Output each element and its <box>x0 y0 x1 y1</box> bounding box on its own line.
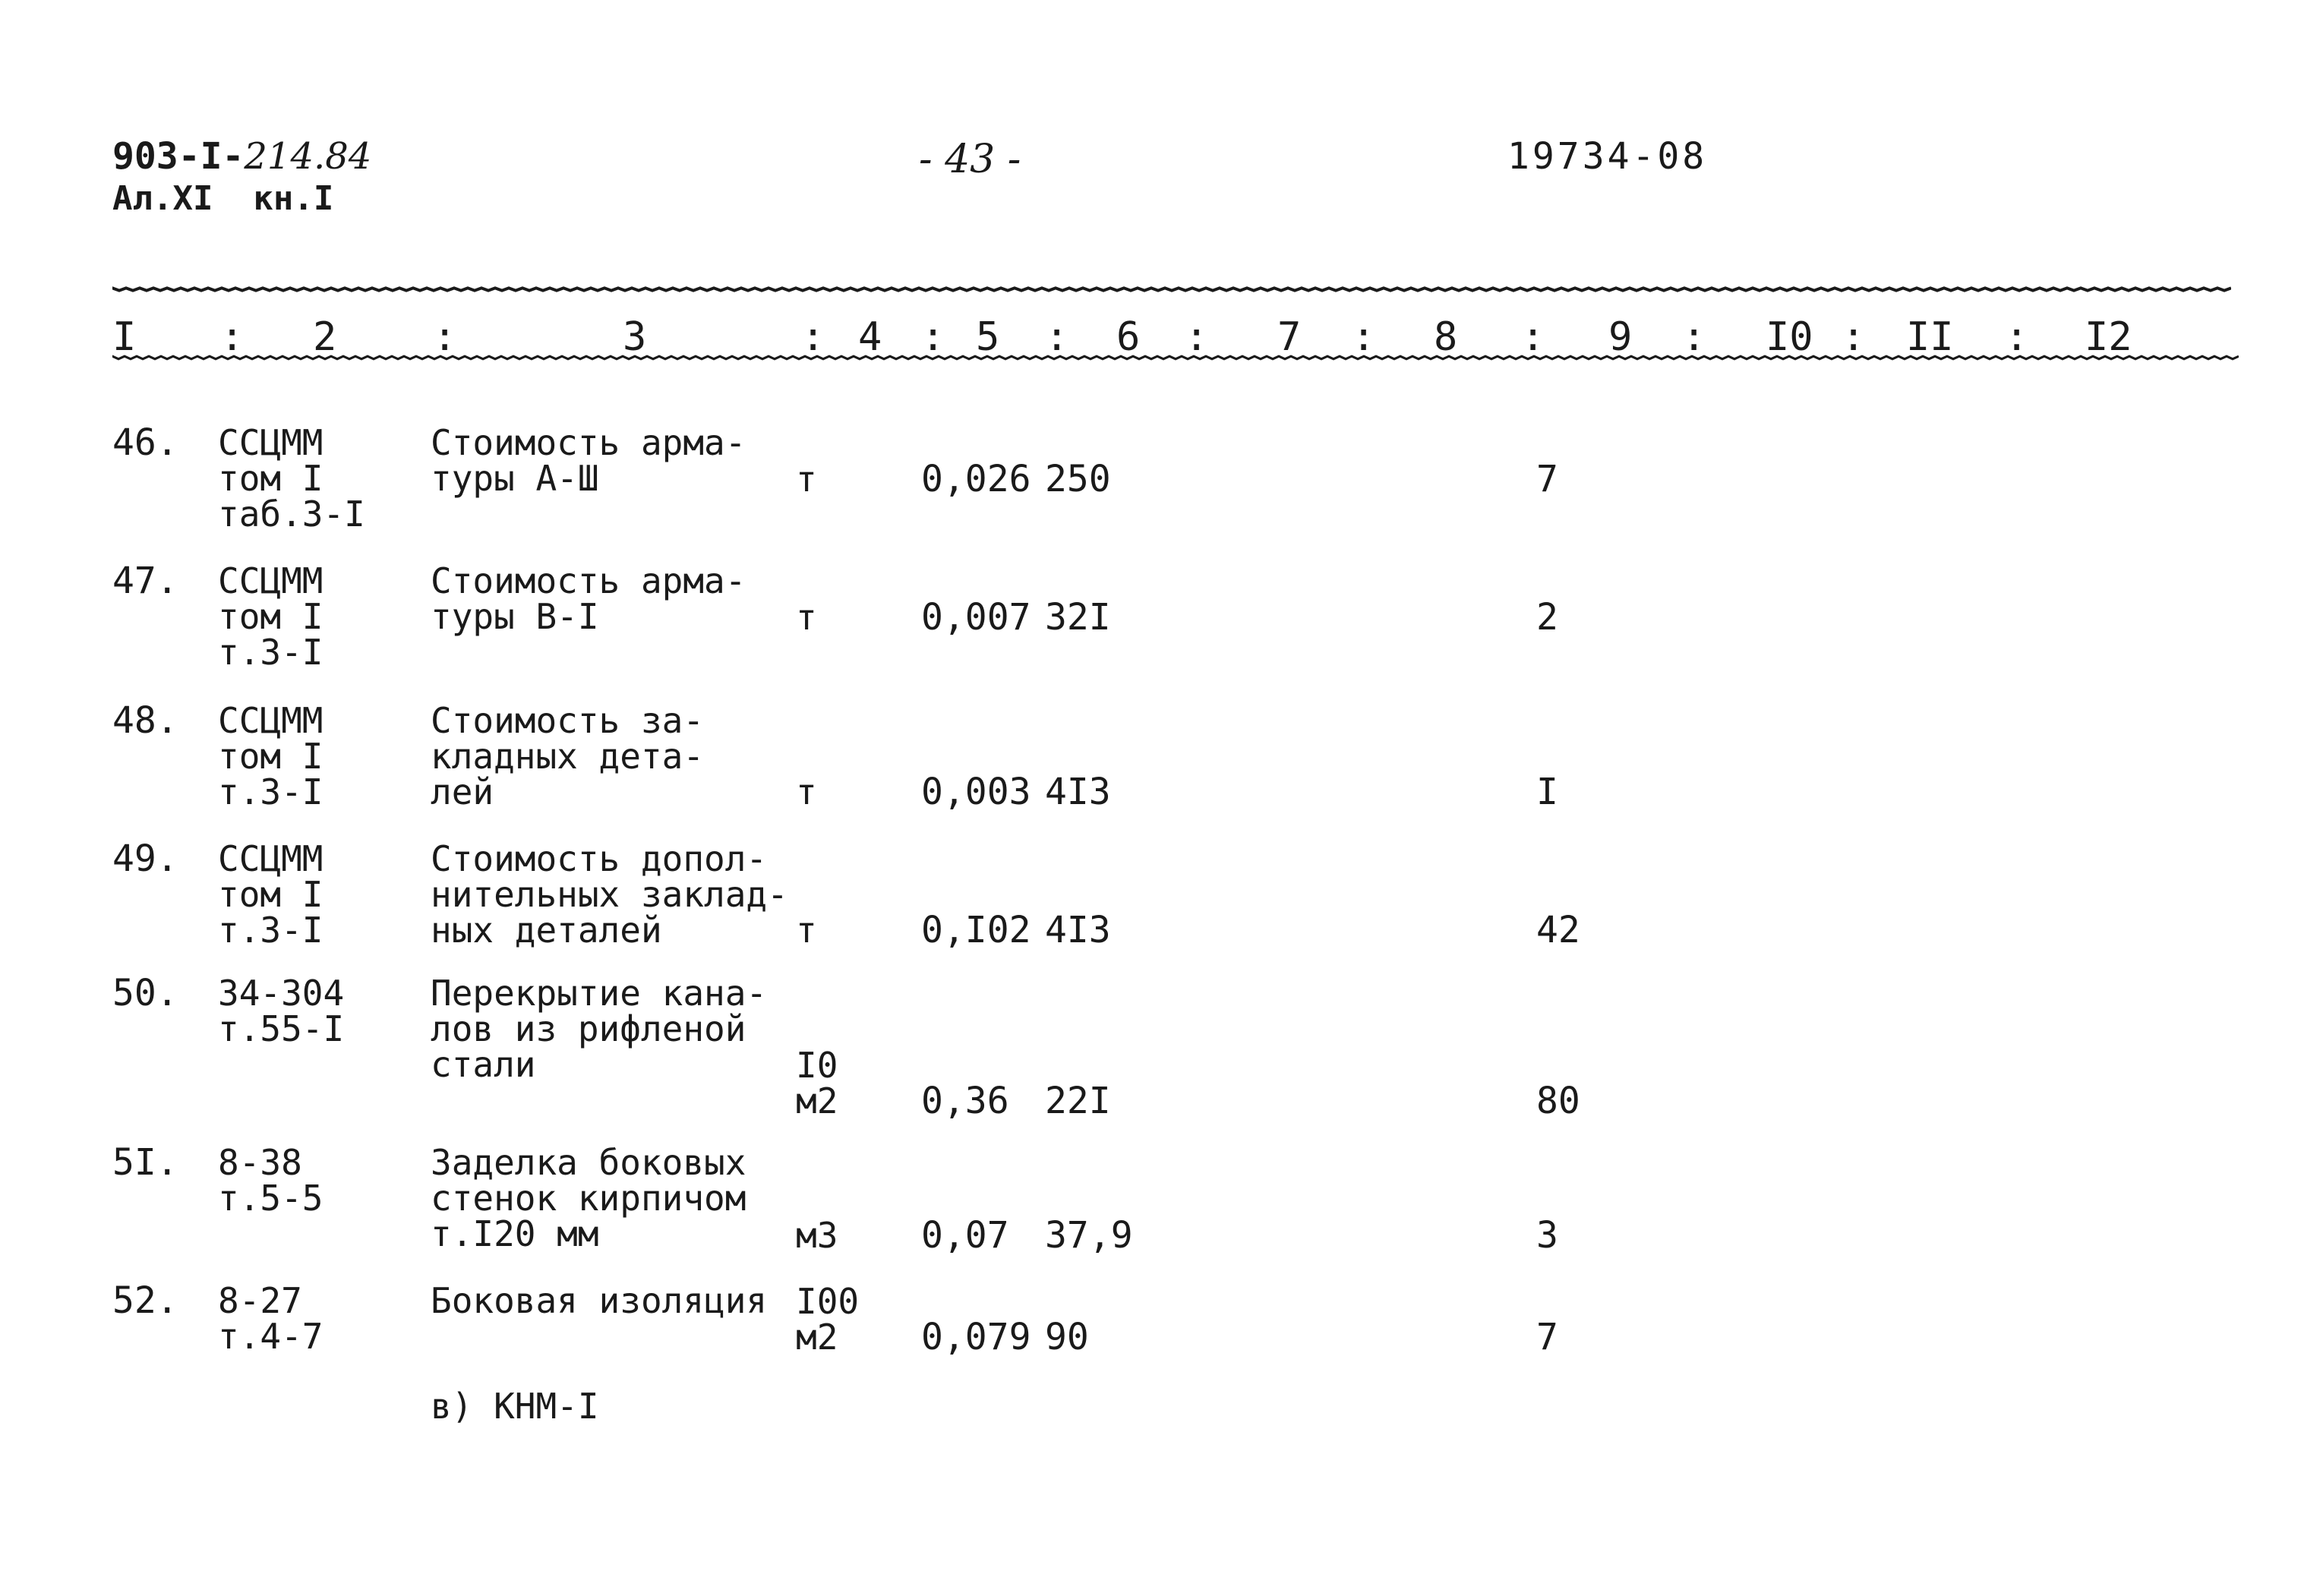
column-number: 4 <box>858 314 882 360</box>
row-reference: 8-38 т.5-5 <box>218 1142 324 1219</box>
row-unit: I0 м2 <box>796 1045 838 1121</box>
row-unit-price: 250 <box>1045 458 1111 500</box>
row-unit-price: 90 <box>1045 1316 1089 1358</box>
row-number: 49. <box>112 837 178 880</box>
row-description: Боковая изоляция <box>431 1280 768 1321</box>
row-unit: т <box>796 771 817 812</box>
column-number: II <box>1906 314 1954 360</box>
row-quantity: 0,007 <box>921 596 1031 639</box>
document-number: 19734-08 <box>1507 135 1708 178</box>
row-reference: 8-27 т.4-7 <box>218 1280 324 1357</box>
row-quantity: 0,07 <box>921 1214 1009 1257</box>
row-number: 52. <box>112 1279 178 1322</box>
row-unit-price: 32I <box>1045 596 1111 639</box>
column-number: 9 <box>1608 314 1633 360</box>
row-reference: ССЦММ том I т.3-I <box>218 560 324 673</box>
row-total: I <box>1536 771 1558 813</box>
document-album-book: Ал.XI кн.I <box>112 179 334 218</box>
document-code-handwritten: 214.84 <box>244 135 372 178</box>
column-separator: : <box>1185 314 1209 360</box>
row-total: 80 <box>1536 1080 1580 1122</box>
row-total: 7 <box>1536 1316 1558 1358</box>
row-number: 47. <box>112 560 178 602</box>
row-total: 2 <box>1536 596 1558 639</box>
column-number: I0 <box>1766 314 1813 360</box>
column-separator: : <box>2005 314 2029 360</box>
column-separator: : <box>1682 314 1706 360</box>
top-rule <box>112 285 2231 293</box>
row-total: 42 <box>1536 909 1580 951</box>
row-quantity: 0,003 <box>921 771 1031 813</box>
column-number: 2 <box>313 314 337 360</box>
row-number: 48. <box>112 699 178 742</box>
column-number: 6 <box>1116 314 1141 360</box>
document-code-prefix: 903-I- <box>112 135 245 178</box>
column-number: 5 <box>976 314 1000 360</box>
column-separator: : <box>433 314 457 360</box>
row-reference: ССЦММ том I т.3-I <box>218 838 324 951</box>
document-code <box>112 135 371 178</box>
row-unit-price: 37,9 <box>1045 1214 1133 1257</box>
row-unit: т <box>796 910 817 951</box>
column-separator: : <box>1045 314 1069 360</box>
column-number: 3 <box>623 314 647 360</box>
row-quantity: 0,026 <box>921 458 1031 500</box>
row-number: 50. <box>112 972 178 1014</box>
row-reference: ССЦММ том I таб.3-I <box>218 422 365 535</box>
page-number: - 43 - <box>919 137 1021 182</box>
row-total: 7 <box>1536 458 1558 500</box>
column-number: I2 <box>2085 314 2132 360</box>
row-description: Стоимость арма- туры В-I <box>431 560 746 637</box>
row-quantity: 0,I02 <box>921 909 1031 951</box>
row-description: Стоимость допол- нительных заклад- ных деталей <box>431 838 788 951</box>
column-separator: : <box>921 314 945 360</box>
row-description: Стоимость арма- туры А-Ш <box>431 422 746 499</box>
column-separator: : <box>1842 314 1866 360</box>
column-number: I <box>112 314 137 360</box>
section-label: в) КНМ-I <box>431 1386 599 1427</box>
row-unit: I00 м2 <box>796 1281 860 1358</box>
row-reference: 34-304 т.55-I <box>218 973 345 1049</box>
column-number: 7 <box>1277 314 1302 360</box>
row-unit-price: 4I3 <box>1045 909 1111 951</box>
column-separator: : <box>1352 314 1376 360</box>
row-number: 46. <box>112 421 178 464</box>
row-quantity: 0,36 <box>921 1080 1009 1122</box>
row-total: 3 <box>1536 1214 1558 1257</box>
row-unit: т <box>796 597 817 638</box>
row-quantity: 0,079 <box>921 1316 1031 1358</box>
row-unit: т <box>796 459 817 500</box>
row-description: Стоимость за- кладных дета- лей <box>431 700 705 812</box>
row-description: Заделка боковых стенок кирпичом т.I20 мм <box>431 1142 746 1254</box>
column-separator: : <box>1521 314 1545 360</box>
row-reference: ССЦММ том I т.3-I <box>218 700 324 812</box>
row-unit: м3 <box>796 1215 838 1256</box>
column-separator: : <box>801 314 825 360</box>
row-number: 5I. <box>112 1141 178 1184</box>
row-description: Перекрытие кана- лов из рифленой стали <box>431 973 768 1085</box>
row-unit-price: 22I <box>1045 1080 1111 1122</box>
row-unit-price: 4I3 <box>1045 771 1111 813</box>
column-number: 8 <box>1434 314 1458 360</box>
column-separator: : <box>220 314 245 360</box>
header-rule <box>112 354 2239 361</box>
